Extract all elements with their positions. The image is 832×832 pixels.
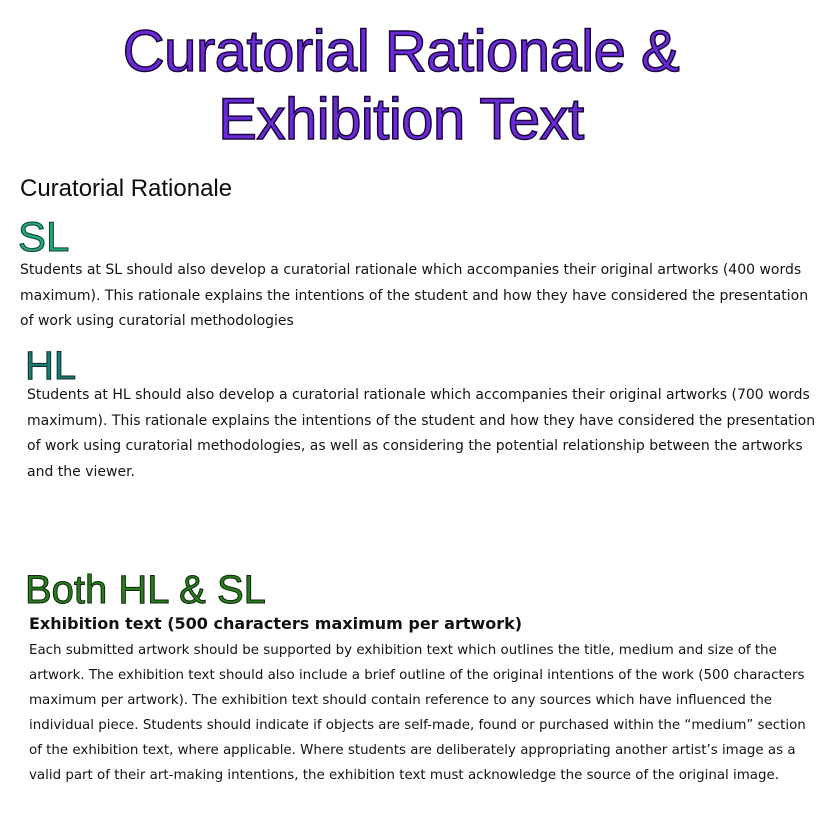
sl-heading: SL bbox=[18, 213, 70, 260]
hl-description: Students at HL should also develop a curatorial rationale which accompanies their original artworks (700 words maximum). This rationale explains the intentions of the student and how they have considered the presentation of work using curatorial methodologies, as well as considering the potential relationship between the artworks and the viewer. bbox=[27, 387, 816, 480]
curatorial-rationale-heading: Curatorial Rationale bbox=[20, 175, 233, 202]
exhibition-text-description: Each submitted artwork should be supported by exhibition text which outlines the title, medium and size of the artwork. The exhibition text should also include a brief outline of the original intentions of the work (500 characters maximum per artwork). The exhibition text should contain reference to any sources which have influenced the individual piece. Students should indicate if objects are self-made, found or purchased within the “medium” section of the exhibition text, where applicable. Where students are deliberately appropriating another artist’s image as a valid part of their art-making intentions, the exhibition text must acknowledge the source of the original image. bbox=[29, 643, 806, 783]
sl-description: Students at SL should also develop a curatorial rationale which accompanies their original artworks (400 words maximum). This rationale explains the intentions of the student and how they have considered the presentation of work using curatorial methodologies bbox=[20, 262, 809, 329]
both-levels-heading: Both HL & SL bbox=[25, 568, 266, 612]
exhibition-text-heading: Exhibition text (500 characters maximum per artwork) bbox=[29, 614, 523, 633]
page-title-line-2: Exhibition Text bbox=[218, 87, 584, 152]
hl-heading: HL bbox=[25, 344, 77, 388]
page-title-line-1: Curatorial Rationale & bbox=[122, 19, 680, 84]
